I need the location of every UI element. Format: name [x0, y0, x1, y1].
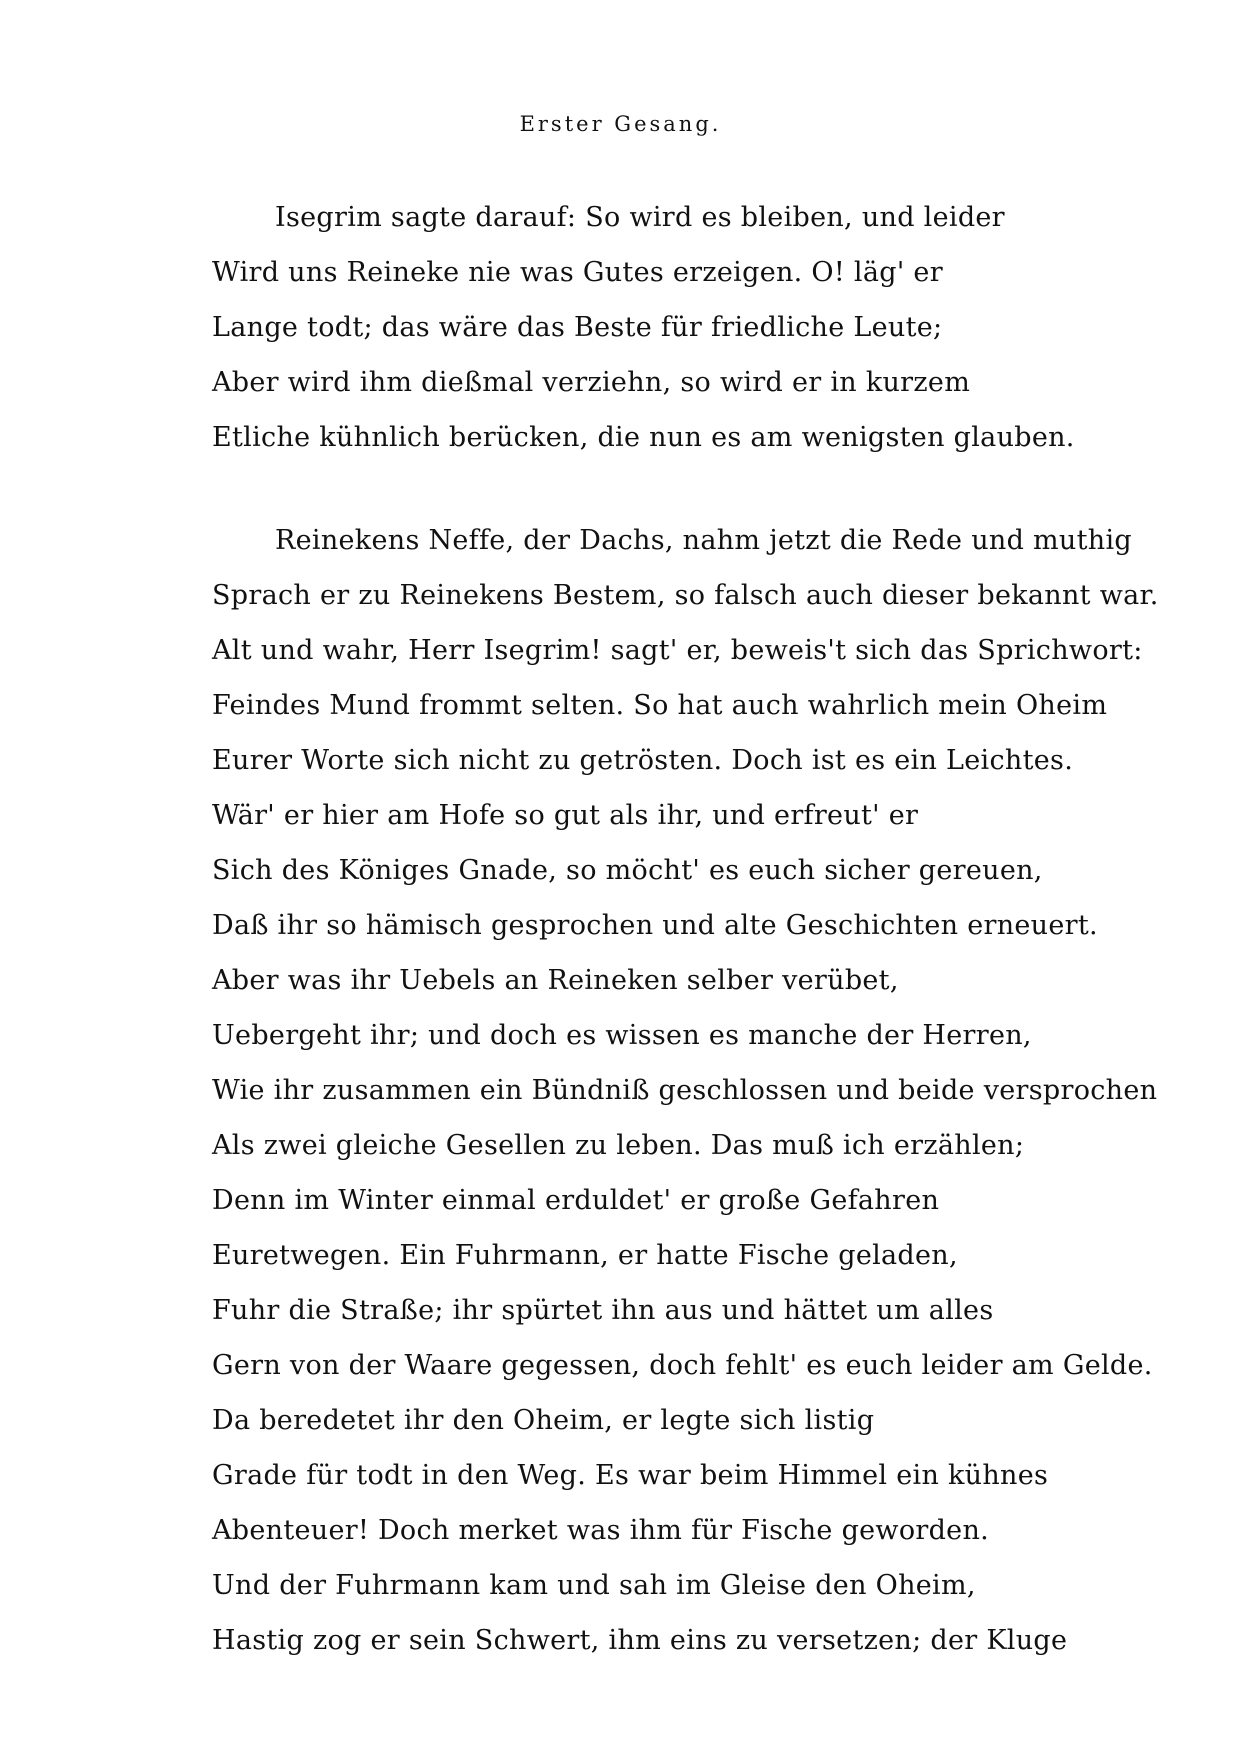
verse-line: Uebergeht ihr; und doch es wissen es manche der Herren, — [212, 1020, 1032, 1051]
verse-line: Wie ihr zusammen ein Bündniß geschlossen und beide versprochen — [212, 1075, 1158, 1106]
verse-line: Reinekens Neffe, der Dachs, nahm jetzt die Rede und muthig — [275, 525, 1132, 556]
verse-line: Aber wird ihm dießmal verziehn, so wird er in kurzem — [212, 367, 971, 398]
verse-line: Hastig zog er sein Schwert, ihm eins zu versetzen; der Kluge — [212, 1625, 1068, 1656]
verse-line: Daß ihr so hämisch gesprochen und alte Geschichten erneuert. — [212, 910, 1098, 941]
verse-line: Lange todt; das wäre das Beste für friedliche Leute; — [212, 312, 943, 343]
verse-line: Denn im Winter einmal erduldet' er große Gefahren — [212, 1185, 940, 1216]
verse-line: Isegrim sagte darauf: So wird es bleiben, und leider — [275, 202, 1005, 233]
running-head: Erster Gesang. — [519, 112, 722, 136]
verse-line: Da beredetet ihr den Oheim, er legte sich listig — [212, 1405, 875, 1436]
verse-line: Feindes Mund frommt selten. So hat auch wahrlich mein Oheim — [212, 690, 1108, 721]
verse-line: Sprach er zu Reinekens Bestem, so falsch auch dieser bekannt war. — [212, 580, 1159, 611]
verse-line: Aber was ihr Uebels an Reineken selber verübet, — [212, 965, 899, 996]
verse-line: Etliche kühnlich berücken, die nun es am wenigsten glauben. — [212, 422, 1075, 453]
verse-line: Eurer Worte sich nicht zu getrösten. Doch ist es ein Leichtes. — [212, 745, 1074, 776]
verse-line: Und der Fuhrmann kam und sah im Gleise den Oheim, — [212, 1570, 976, 1601]
verse-line: Alt und wahr, Herr Isegrim! sagt' er, beweis't sich das Sprichwort: — [212, 635, 1143, 666]
verse-line: Fuhr die Straße; ihr spürtet ihn aus und hättet um alles — [212, 1295, 994, 1326]
verse-line: Sich des Königes Gnade, so möcht' es euch sicher gereuen, — [212, 855, 1043, 886]
verse-line: Grade für todt in den Weg. Es war beim Himmel ein kühnes — [212, 1460, 1049, 1491]
verse-line: Gern von der Waare gegessen, doch fehlt' es euch leider am Gelde. — [212, 1350, 1153, 1381]
verse-line: Als zwei gleiche Gesellen zu leben. Das muß ich erzählen; — [212, 1130, 1025, 1161]
verse-line: Abenteuer! Doch merket was ihm für Fische geworden. — [212, 1515, 990, 1546]
verse-line: Wird uns Reineke nie was Gutes erzeigen. O! läg' er — [212, 257, 943, 288]
verse-line: Euretwegen. Ein Fuhrmann, er hatte Fische geladen, — [212, 1240, 958, 1271]
verse-line: Wär' er hier am Hofe so gut als ihr, und erfreut' er — [212, 800, 919, 831]
stanza-2 — [0, 513, 1241, 1668]
stanza-1 — [0, 190, 1241, 465]
